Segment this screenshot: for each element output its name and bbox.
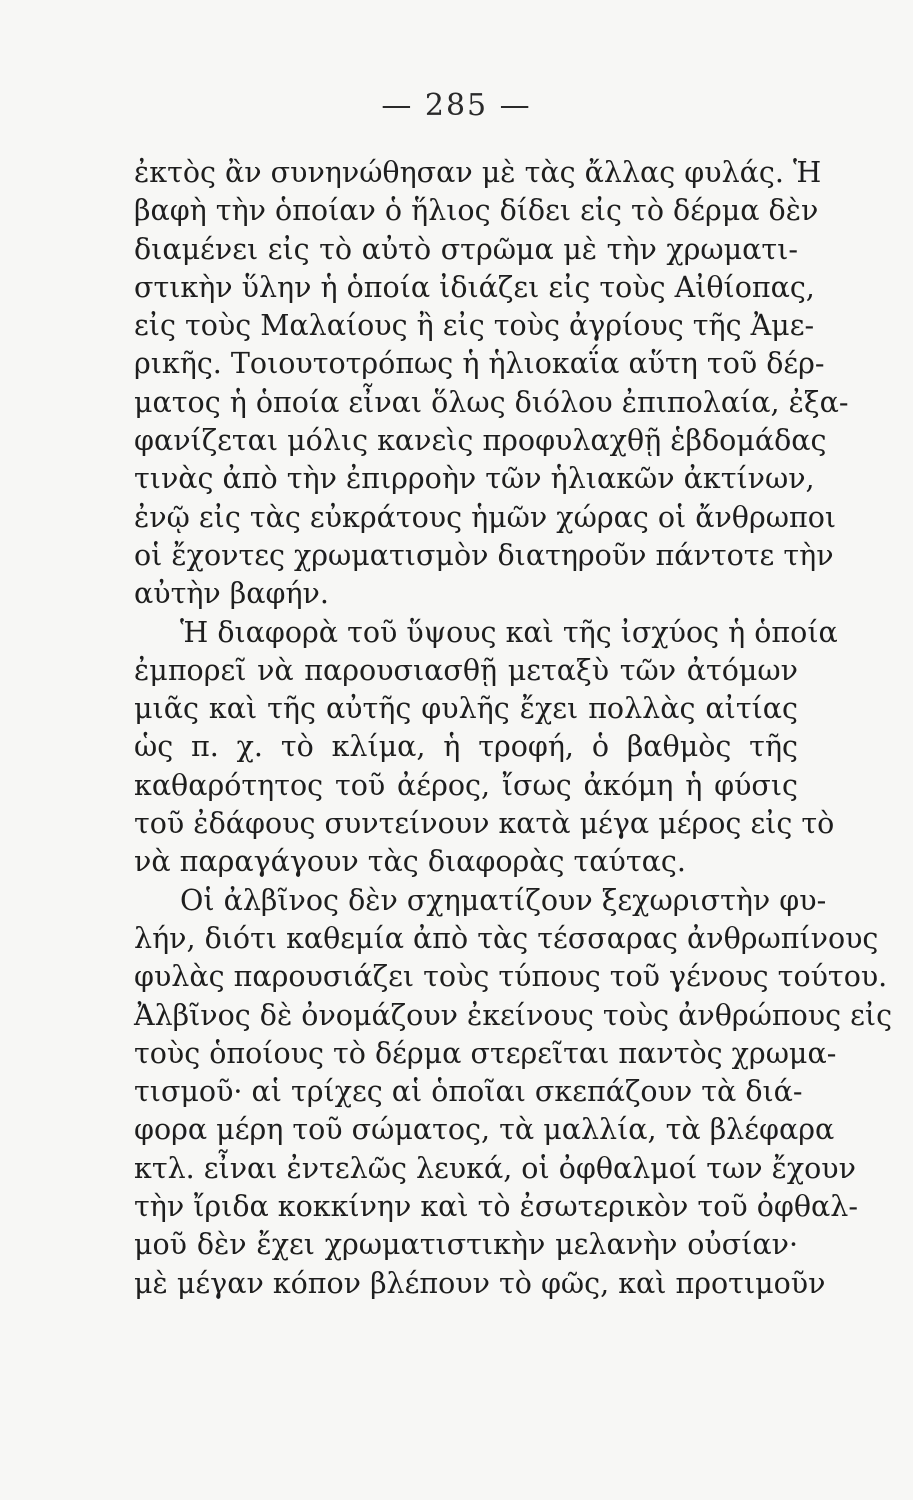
text-line: Ἡ διαφορὰ τοῦ ὕψους καὶ τῆς ἰσχύος ἡ ὁποία: [180, 615, 838, 649]
text-line: καθαρότητος τοῦ ἀέρος, ἴσως ἀκόμη ἡ φύσις: [134, 768, 798, 802]
text-line: φυλὰς παρουσιάζει τοὺς τύπους τοῦ γένους τούτου.: [134, 960, 888, 994]
text-line: νὰ παραγάγουν τὰς διαφορὰς ταύτας.: [134, 845, 686, 879]
text-line: κτλ. εἶναι ἐντελῶς λευκά, οἱ ὀφθαλμοί των ἔχουν: [134, 1151, 856, 1185]
text-line: ἐκτὸς ἂν συνηνώθησαν μὲ τὰς ἄλλας φυλάς. Ἡ: [134, 156, 822, 189]
text-line: στικὴν ὕλην ἡ ὁποία ἰδιάζει εἰς τοὺς Αἰθίοπας,: [134, 270, 815, 304]
text-line: ἐνῷ εἰς τὰς εὐκράτους ἡμῶν χώρας οἱ ἄνθρωποι: [134, 500, 837, 534]
text-line: μοῦ δὲν ἔχει χρωματιστικὴν μελανὴν οὐσίαν·: [134, 1228, 798, 1262]
text-line: Ἀλβῖνος δὲ ὀνομάζουν ἐκείνους τοὺς ἀνθρώπους εἰς: [134, 998, 893, 1032]
text-line: τὴν ἴριδα κοκκίνην καὶ τὸ ἐσωτερικὸν τοῦ ὀφθαλ-: [134, 1190, 858, 1224]
text-line: βαφὴ τὴν ὁποίαν ὁ ἥλιος δίδει εἰς τὸ δέρμα δὲν: [134, 194, 819, 228]
text-line: διαμένει εἰς τὸ αὐτὸ στρῶμα μὲ τὴν χρωματι-: [134, 232, 798, 266]
text-line: τισμοῦ· αἱ τρίχες αἱ ὁποῖαι σκεπάζουν τὰ διά-: [134, 1075, 803, 1109]
text-line: αὐτὴν βαφήν.: [134, 577, 329, 611]
text-line: μιᾶς καὶ τῆς αὐτῆς φυλῆς ἔχει πολλὰς αἰτίας: [134, 692, 798, 726]
text-line: μὲ μέγαν κόπον βλέπουν τὸ φῶς, καὶ προτιμοῦν: [134, 1266, 826, 1300]
text-line: τινὰς ἀπὸ τὴν ἐπιρροὴν τῶν ἡλιακῶν ἀκτίνων,: [134, 462, 815, 496]
text-line: Οἱ ἀλβῖνος δὲν σχηματίζουν ξεχωριστὴν φυ-: [180, 883, 827, 917]
page-number: — 285 —: [381, 88, 532, 123]
text-line: εἰς τοὺς Μαλαίους ἢ εἰς τοὺς ἀγρίους τῆς Ἀμε-: [134, 309, 815, 343]
text-line: ἐμπορεῖ νὰ παρουσιασθῇ μεταξὺ τῶν ἀτόμων: [134, 653, 798, 687]
text-line: τοὺς ὁποίους τὸ δέρμα στερεῖται παντὸς χρωμα-: [134, 1036, 837, 1070]
text-line: τοῦ ἐδάφους συντείνουν κατὰ μέγα μέρος εἰς τὸ: [134, 807, 835, 841]
body-text: [134, 154, 893, 1303]
text-line: οἱ ἔχοντες χρωματισμὸν διατηροῦν πάντοτε τὴν: [134, 538, 834, 572]
text-line: ματος ἡ ὁποία εἶναι ὅλως διόλου ἐπιπολαία, ἐξα-: [134, 385, 849, 419]
text-line: ὡς π. χ. τὸ κλίμα, ἡ τροφή, ὁ βαθμὸς τῆς: [134, 730, 798, 764]
text-line: φανίζεται μόλις κανεὶς προφυλαχθῇ ἑβδομάδας: [134, 424, 827, 458]
text-line: λήν, διότι καθεμία ἀπὸ τὰς τέσσαρας ἀνθρωπίνους: [134, 921, 879, 955]
text-line: ρικῆς. Τοιουτοτρόπως ἡ ἡλιοκαΐα αὕτη τοῦ δέρ-: [134, 347, 825, 381]
text-line: φορα μέρη τοῦ σώματος, τὰ μαλλία, τὰ βλέφαρα: [134, 1113, 835, 1147]
